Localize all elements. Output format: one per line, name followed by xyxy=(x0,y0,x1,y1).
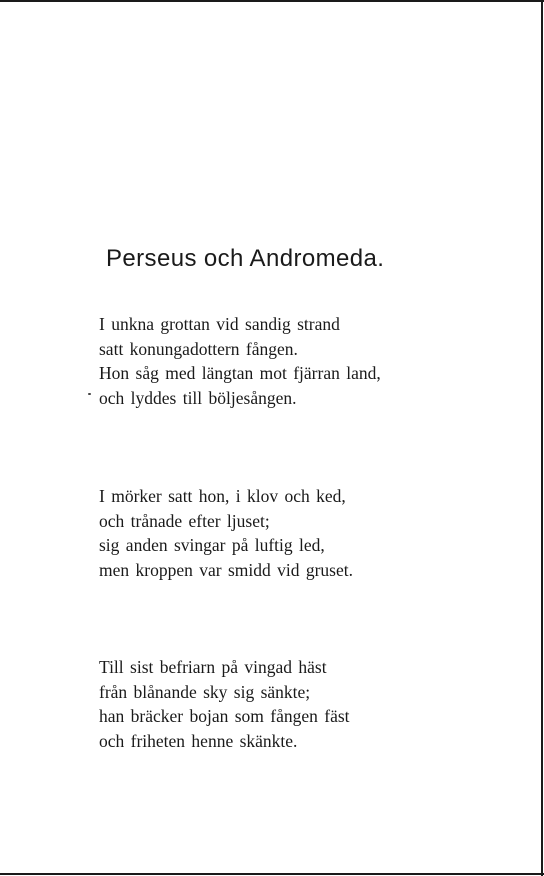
page-edge-bottom xyxy=(0,873,544,875)
stanza-1 xyxy=(99,312,381,410)
verse-line: och trånade efter ljuset; xyxy=(99,510,270,531)
verse-line: från blånande sky sig sänkte; xyxy=(99,681,311,702)
stanza-3 xyxy=(99,655,350,753)
verse-line: I mörker satt hon, i klov och ked, xyxy=(99,486,346,506)
verse-line: sig anden svingar på luftig led, xyxy=(99,535,325,555)
verse-line: och friheten henne skänkte. xyxy=(99,730,298,751)
verse-line: Hon såg med längtan mot fjärran land, xyxy=(99,363,381,383)
verse-line: satt konungadottern fången. xyxy=(99,338,298,359)
page-edge-right xyxy=(541,0,543,876)
page-edge-top xyxy=(0,0,544,2)
ink-speck xyxy=(88,393,91,395)
poem-title: Perseus och Andromeda. xyxy=(106,245,385,272)
verse-line: men kroppen var smidd vid gruset. xyxy=(99,559,353,580)
verse-line: och lyddes till böljesången. xyxy=(99,387,297,408)
verse-line: han bräcker bojan som fången fäst xyxy=(99,706,350,726)
verse-line: I unkna grottan vid sandig strand xyxy=(99,314,340,334)
verse-line: Till sist befriarn på vingad häst xyxy=(99,657,327,677)
stanza-2 xyxy=(99,484,353,582)
